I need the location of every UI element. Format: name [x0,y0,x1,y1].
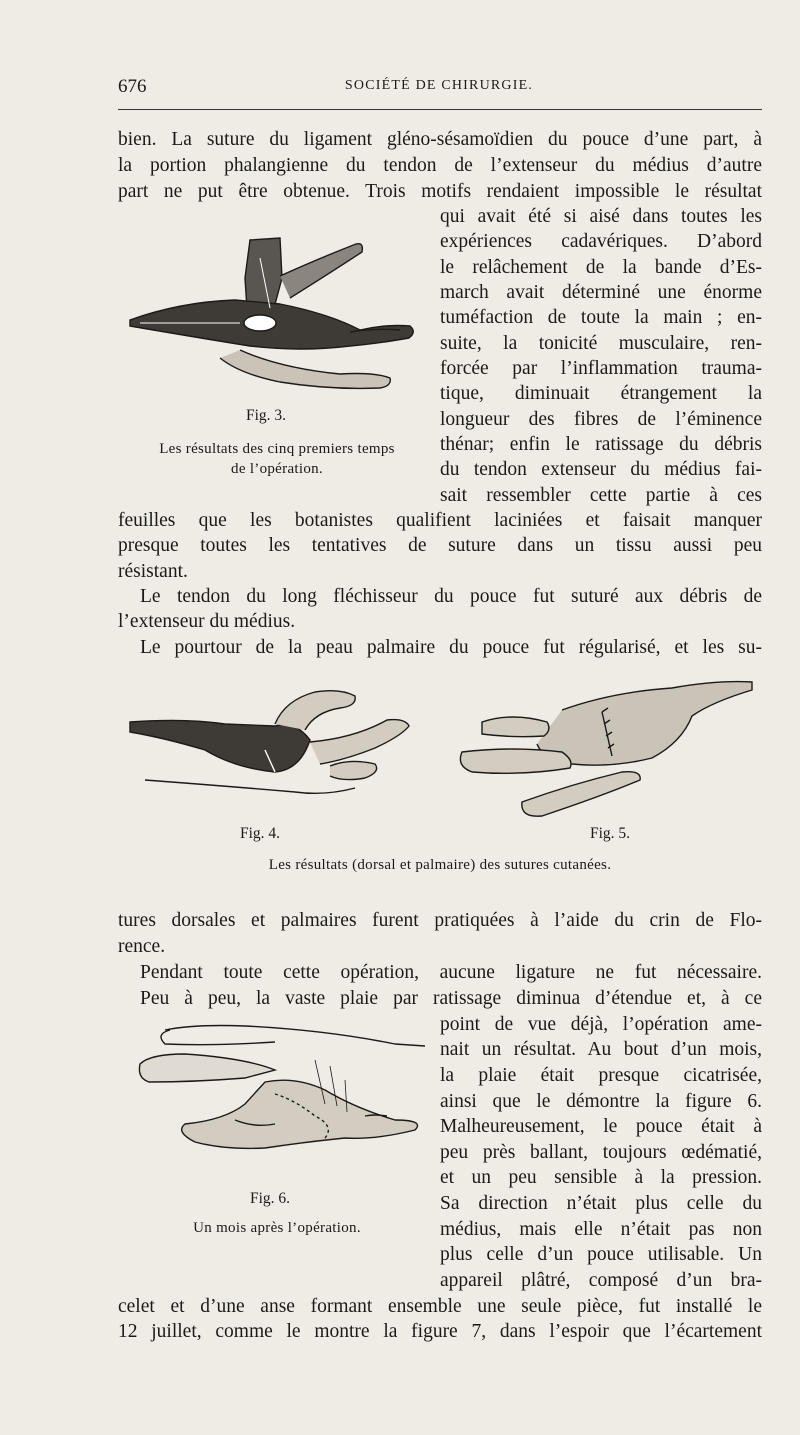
page-number: 676 [118,76,147,97]
figure-3-illustration [120,228,420,398]
text-line: thénar; enfin le ratissage du débris [440,434,762,455]
text-line: appareil plâtré, composé d’un bra- [440,1270,762,1291]
text-line: Sa direction n’était plus celle du [440,1193,762,1214]
text-line: 12 juillet, comme le montre la figure 7, dans l’espoir que l’écartement [118,1321,762,1342]
text-line: tique, diminuait étrangement la [440,383,762,404]
text-line: longueur des fibres de l’éminence [440,409,762,430]
text-line: point de vue déjà, l’opération ame- [440,1014,762,1035]
text-line: suite, la tonicité musculaire, ren- [440,333,762,354]
text-line: du tendon extenseur du médius fai- [440,459,762,480]
text-line: le relâchement de la bande d’Es- [440,257,762,278]
running-head: SOCIÉTÉ DE CHIRURGIE. [344,78,534,93]
text-line: Peu à peu, la vaste plaie par ratissage diminua d’étendue et, à ce [140,988,762,1009]
figure-6-label: Fig. 6. [250,1190,291,1207]
text-line: nait un résultat. Au bout d’un mois, [440,1039,762,1060]
header-rule [118,109,762,110]
text-line: la plaie était presque cicatrisée, [440,1065,762,1086]
text-line: part ne put être obtenue. Trois motifs rendaient impossible le résultat [118,181,762,202]
text-line: expériences cadavériques. D’abord [440,231,762,252]
text-line: Le pourtour de la peau palmaire du pouce fut régularisé, et les su- [140,637,762,658]
text-line: plus celle d’un pouce utilisable. Un [440,1244,762,1265]
text-line: rence. [118,936,166,957]
text-line: peu près ballant, toujours œdématié, [440,1142,762,1163]
text-line: feuilles que les botanistes qualifient laciniées et faisait manquer [118,510,762,531]
figure-3-caption-line-1: Les résultats des cinq premiers temps [159,441,395,457]
figure-4-illustration [125,680,425,810]
figures-4-5-caption: Les résultats (dorsal et palmaire) des sutures cutanées. [268,857,612,873]
text-line: bien. La suture du ligament gléno-sésamoïdien du pouce d’une part, à [118,129,762,150]
text-line: médius, mais elle n’était pas non [440,1219,762,1240]
text-line: tuméfaction de toute la main ; en- [440,307,762,328]
figure-3-caption-line-2: de l’opération. [231,461,323,477]
text-line: presque toutes les tentatives de suture dans un tissu aussi peu [118,535,762,556]
figure-6-illustration [125,1020,430,1170]
figure-6-caption: Un mois après l’opération. [193,1220,361,1236]
text-line: celet et d’une anse formant ensemble une seule pièce, fut installé le [118,1296,762,1317]
figure-4-label: Fig. 4. [240,825,281,842]
figure-3-label: Fig. 3. [246,407,287,424]
text-line: sait ressembler cette partie à ces [440,485,762,506]
figure-5-label: Fig. 5. [590,825,631,842]
text-line: et un peu sensible à la pression. [440,1167,762,1188]
text-line: Le tendon du long fléchisseur du pouce fut suturé aux débris de [140,586,762,607]
text-line: tures dorsales et palmaires furent pratiquées à l’aide du crin de Flo- [118,910,762,931]
text-line: Malheureusement, le pouce était à [440,1116,762,1137]
text-line: qui avait été si aisé dans toutes les [440,206,762,227]
text-line: Pendant toute cette opération, aucune ligature ne fut nécessaire. [140,962,762,983]
text-line: la portion phalangienne du tendon de l’extenseur du médius d’autre [118,155,762,176]
page-header [118,76,760,100]
figure-5-illustration [452,672,757,822]
text-line: l’extenseur du médius. [118,611,296,632]
text-line: march avait déterminé une énorme [440,282,762,303]
text-line: résistant. [118,561,188,582]
text-line: forcée par l’inflammation trauma- [440,358,762,379]
text-line: ainsi que le démontre la figure 6. [440,1091,762,1112]
